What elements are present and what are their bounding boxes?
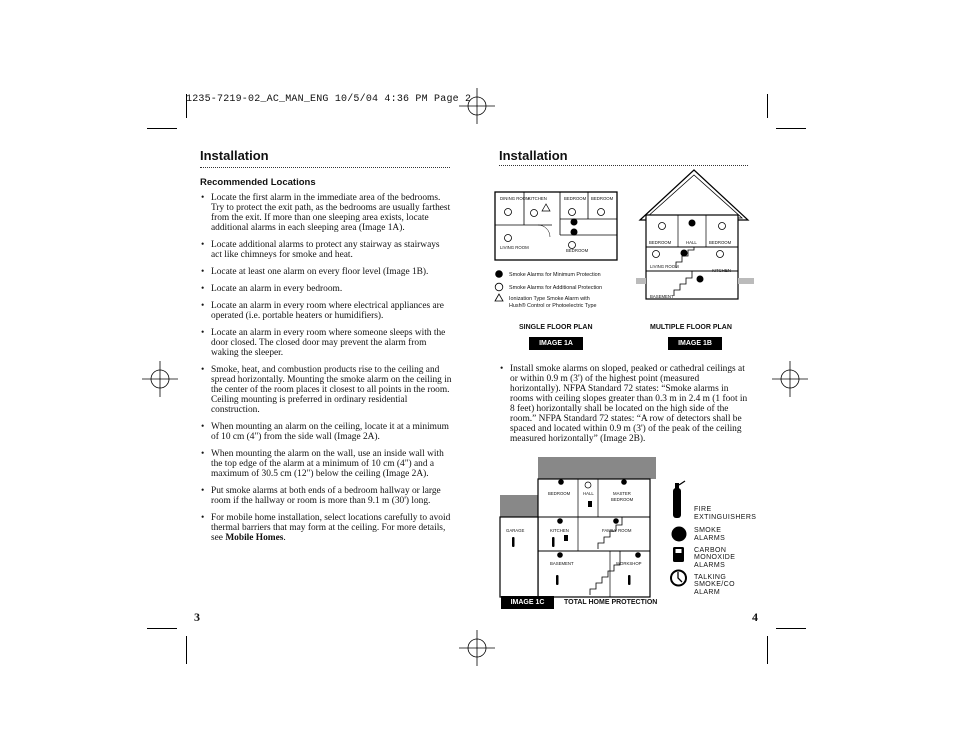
multiple-floor-plan xyxy=(636,168,754,312)
room-label: BEDROOM xyxy=(591,196,614,201)
legend-label: ALARMS xyxy=(694,562,726,569)
list-item: • Install smoke alarms on sloped, peaked or cathedral ceilings at or within 0.9 m (3') of the highest point (measured horizontally). NFPA Standard 72 states: “Smoke alarms in rooms with ceiling slopes greater than 0.3 m in 2.4 m (1 foot in 8 feet) horizontally shall be located on the high side of the room.” NFPA Standard 72 states: “A row of detectors shall be spaced and located within 0.9 m (3') of the peak of the ceiling measured horizontally” (Image 2B). xyxy=(499,364,751,444)
room-label: BEDROOM xyxy=(548,491,571,496)
list-item xyxy=(200,513,452,543)
registration-mark xyxy=(142,361,178,397)
legend-label: Ionization Type Smoke Alarm with xyxy=(509,296,590,302)
print-slug: 1235-7219-02_AC_MAN_ENG 10/5/04 4:36 PM Page 2 xyxy=(186,94,472,105)
legend-label: FIRE xyxy=(694,506,712,513)
crop-mark xyxy=(186,636,187,664)
room-label: BASEMENT xyxy=(650,294,674,299)
room-label: KITCHEN xyxy=(550,528,569,533)
image-tag: IMAGE 1A xyxy=(529,337,583,350)
legend-label: Smoke Alarms for Minimum Protection xyxy=(509,272,601,278)
figure-caption: TOTAL HOME PROTECTION xyxy=(564,599,658,606)
list-item: • Locate the first alarm in the immediate area of the bedrooms. Try to protect the exit path, as the bedrooms are usually farthest from the exit. If more than one sleeping area exists, locate additional alarms in each sleeping area (Image 1A). xyxy=(200,193,452,233)
legend-label: Smoke Alarms for Additional Protection xyxy=(509,285,603,291)
room-label: BASEMENT xyxy=(550,561,574,566)
page-number: 4 xyxy=(752,610,758,624)
crop-mark xyxy=(776,128,806,129)
room-label: HALL xyxy=(583,491,594,496)
section-heading: Recommended Locations xyxy=(200,177,316,188)
crop-mark xyxy=(767,94,768,118)
registration-mark xyxy=(459,630,495,666)
legend-label: SMOKE/CO xyxy=(694,581,735,588)
room-label: LIVING ROOM xyxy=(650,264,679,269)
list-item: • Locate at least one alarm on every floor level (Image 1B). xyxy=(200,267,452,277)
legend-label: EXTINGUISHERS xyxy=(694,514,757,521)
bullet-list xyxy=(499,364,751,451)
list-item: • Locate an alarm in every room where electrical appliances are operated (i.e. portable heaters or humidifiers). xyxy=(200,301,452,321)
legend-label: SMOKE xyxy=(694,527,722,534)
page-title: Installation xyxy=(200,148,269,163)
legend-label: ALARMS xyxy=(694,535,726,542)
figure-caption: SINGLE FLOOR PLAN xyxy=(519,324,593,331)
room-label: BEDROOM xyxy=(564,196,587,201)
room-label: FAMILY ROOM xyxy=(602,528,632,533)
room-label: WORKSHOP xyxy=(616,561,642,566)
list-item: • Put smoke alarms at both ends of a bedroom hallway or large room if the hallway or room is more than 9.1 m (30') long. xyxy=(200,486,452,506)
single-floor-plan xyxy=(494,191,624,313)
title-rule xyxy=(200,167,450,168)
room-label: KITCHEN xyxy=(528,196,547,201)
total-home-diagram xyxy=(498,455,760,599)
list-item: • When mounting the alarm on the wall, use an inside wall with the top edge of the alarm at a minimum of 10 cm (4") and a maximum of 30.5 cm (12") below the ceiling (Image 2A). xyxy=(200,449,452,479)
room-label: HALL xyxy=(686,240,697,245)
legend-label: TALKING xyxy=(694,574,727,581)
room-label: GARAGE xyxy=(506,528,525,533)
list-item: • Locate an alarm in every room where someone sleeps with the door closed. The closed door may prevent the alarm from waking the sleeper. xyxy=(200,328,452,358)
figure-caption: MULTIPLE FLOOR PLAN xyxy=(650,324,732,331)
crop-mark xyxy=(147,128,177,129)
mobile-homes-link[interactable]: Mobile Homes xyxy=(225,533,284,543)
page-number: 3 xyxy=(194,610,200,624)
room-label: KITCHEN xyxy=(712,268,731,273)
list-item-text: For mobile home installation, select locations carefully to avoid thermal barriers that may form at the ceiling. For more details, see xyxy=(211,513,451,543)
page-title: Installation xyxy=(499,148,568,163)
room-label: BEDROOM xyxy=(649,240,672,245)
bullet-list xyxy=(200,193,452,550)
room-label: LIVING ROOM xyxy=(500,245,529,250)
legend-label: Hush® Control or Photoelectric Type xyxy=(509,303,597,309)
crop-mark xyxy=(776,628,806,629)
list-item: • When mounting an alarm on the ceiling, locate it at a minimum of 10 cm (4") from the side wall (Image 2A). xyxy=(200,422,452,442)
list-item: • Locate additional alarms to protect any stairway as stairways act like chimneys for smoke and heat. xyxy=(200,240,452,260)
legend-label: MONOXIDE xyxy=(694,554,736,561)
list-item: • Smoke, heat, and combustion products rise to the ceiling and spread horizontally. Mounting the smoke alarm on the ceiling in the center of the room places it closest to all points in the room. Ceiling mounting is preferred in ordinary residential construction. xyxy=(200,365,452,415)
legend-label: CARBON xyxy=(694,547,727,554)
list-item: • Locate an alarm in every bedroom. xyxy=(200,284,452,294)
image-tag: IMAGE 1B xyxy=(668,337,722,350)
registration-mark xyxy=(772,361,808,397)
room-label: BEDROOM xyxy=(709,240,732,245)
room-label: BEDROOM xyxy=(566,248,589,253)
crop-mark xyxy=(767,636,768,664)
list-item-end: . xyxy=(283,533,286,543)
room-label: BEDROOM xyxy=(611,497,634,502)
room-label: DINING ROOM xyxy=(500,196,530,201)
image-tag: IMAGE 1C xyxy=(501,596,554,609)
legend-label: ALARM xyxy=(694,589,721,596)
room-label: MASTER xyxy=(613,491,631,496)
title-rule xyxy=(499,165,748,166)
crop-mark xyxy=(147,628,177,629)
